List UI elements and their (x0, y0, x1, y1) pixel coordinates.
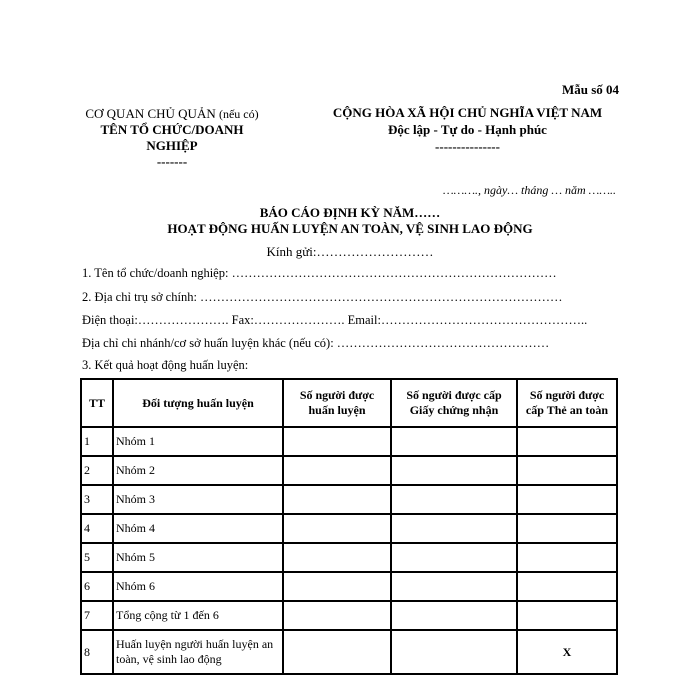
row-safety-card[interactable] (517, 543, 617, 572)
header-target: Đối tượng huấn luyện (113, 379, 283, 427)
issuing-agency-header (62, 106, 282, 170)
header-safety-card: Số người được cấp Thẻ an toàn (517, 379, 617, 427)
date-line: ………., ngày… tháng … năm …….. (442, 183, 616, 197)
row-target: Huấn luyện người huấn luyện an toàn, vệ sinh lao động (113, 630, 283, 674)
row-safety-card[interactable] (517, 456, 617, 485)
national-header (305, 104, 630, 155)
row-tt: 2 (81, 456, 113, 485)
row-target: Nhóm 6 (113, 572, 283, 601)
table-row (81, 601, 617, 630)
row-safety-card[interactable]: X (517, 630, 617, 674)
left-header-divider: ------- (156, 154, 188, 169)
organization-name-line1: TÊN TỔ CHỨC/DOANH (100, 122, 244, 137)
row-certificate[interactable] (391, 601, 517, 630)
national-motto: Độc lập - Tự do - Hạnh phúc (388, 122, 547, 137)
row-target: Tổng cộng từ 1 đến 6 (113, 601, 283, 630)
table-row (81, 485, 617, 514)
contact-field: Điện thoại:…………………. Fax:…………………. Email:………………………………………….. (82, 313, 588, 327)
row-target: Nhóm 4 (113, 514, 283, 543)
row-trained[interactable] (283, 427, 391, 456)
report-title-line2: HOẠT ĐỘNG HUẤN LUYỆN AN TOÀN, VỆ SINH LAO ĐỘNG (167, 221, 533, 236)
row-trained[interactable] (283, 572, 391, 601)
training-results-table (80, 378, 618, 675)
org-name-field: 1. Tên tổ chức/doanh nghiệp: …………………………………………………………………… (82, 266, 557, 280)
row-safety-card[interactable] (517, 572, 617, 601)
row-certificate[interactable] (391, 485, 517, 514)
row-target: Nhóm 1 (113, 427, 283, 456)
row-tt: 6 (81, 572, 113, 601)
row-tt: 8 (81, 630, 113, 674)
row-certificate[interactable] (391, 543, 517, 572)
row-certificate[interactable] (391, 572, 517, 601)
row-trained[interactable] (283, 514, 391, 543)
row-tt: 5 (81, 543, 113, 572)
row-trained[interactable] (283, 543, 391, 572)
right-header-divider: --------------- (435, 139, 500, 154)
country-name: CỘNG HÒA XÃ HỘI CHỦ NGHĨA VIỆT NAM (332, 105, 603, 120)
row-trained[interactable] (283, 601, 391, 630)
table-row (81, 630, 617, 674)
recipient-line: Kính gửi:……………………… (266, 244, 434, 259)
results-heading: 3. Kết quả hoạt động huấn luyện: (82, 358, 249, 372)
parent-agency-label: CƠ QUAN CHỦ QUẢN (85, 106, 216, 121)
row-safety-card[interactable] (517, 427, 617, 456)
row-certificate[interactable] (391, 514, 517, 543)
row-tt: 3 (81, 485, 113, 514)
row-tt: 4 (81, 514, 113, 543)
header-tt: TT (81, 379, 113, 427)
row-target: Nhóm 2 (113, 456, 283, 485)
table-header-row (81, 379, 617, 427)
row-trained[interactable] (283, 485, 391, 514)
table-row (81, 572, 617, 601)
organization-name-line2: NGHIỆP (146, 138, 198, 153)
row-target: Nhóm 5 (113, 543, 283, 572)
parent-agency-note: (nếu có) (218, 107, 259, 121)
table-row (81, 514, 617, 543)
address-field: 2. Địa chỉ trụ sở chính: …………………………………………………………………………… (82, 290, 563, 304)
table-row (81, 427, 617, 456)
branch-address-field: Địa chỉ chi nhánh/cơ sở huấn luyện khác (nếu có): …………………………………………… (82, 336, 550, 350)
parent-agency-line (62, 106, 282, 122)
row-tt: 7 (81, 601, 113, 630)
table-row (81, 456, 617, 485)
row-safety-card[interactable] (517, 601, 617, 630)
report-title-line1: BÁO CÁO ĐỊNH KỲ NĂM…… (259, 205, 441, 220)
row-tt: 1 (81, 427, 113, 456)
report-title (0, 205, 700, 237)
row-certificate[interactable] (391, 630, 517, 674)
header-certificate: Số người được cấp Giấy chứng nhận (391, 379, 517, 427)
form-number: Mẫu số 04 (561, 82, 619, 97)
table-row (81, 543, 617, 572)
row-trained[interactable] (283, 456, 391, 485)
row-certificate[interactable] (391, 427, 517, 456)
row-safety-card[interactable] (517, 514, 617, 543)
header-trained: Số người được huấn luyện (283, 379, 391, 427)
row-target: Nhóm 3 (113, 485, 283, 514)
row-trained[interactable] (283, 630, 391, 674)
row-safety-card[interactable] (517, 485, 617, 514)
row-certificate[interactable] (391, 456, 517, 485)
